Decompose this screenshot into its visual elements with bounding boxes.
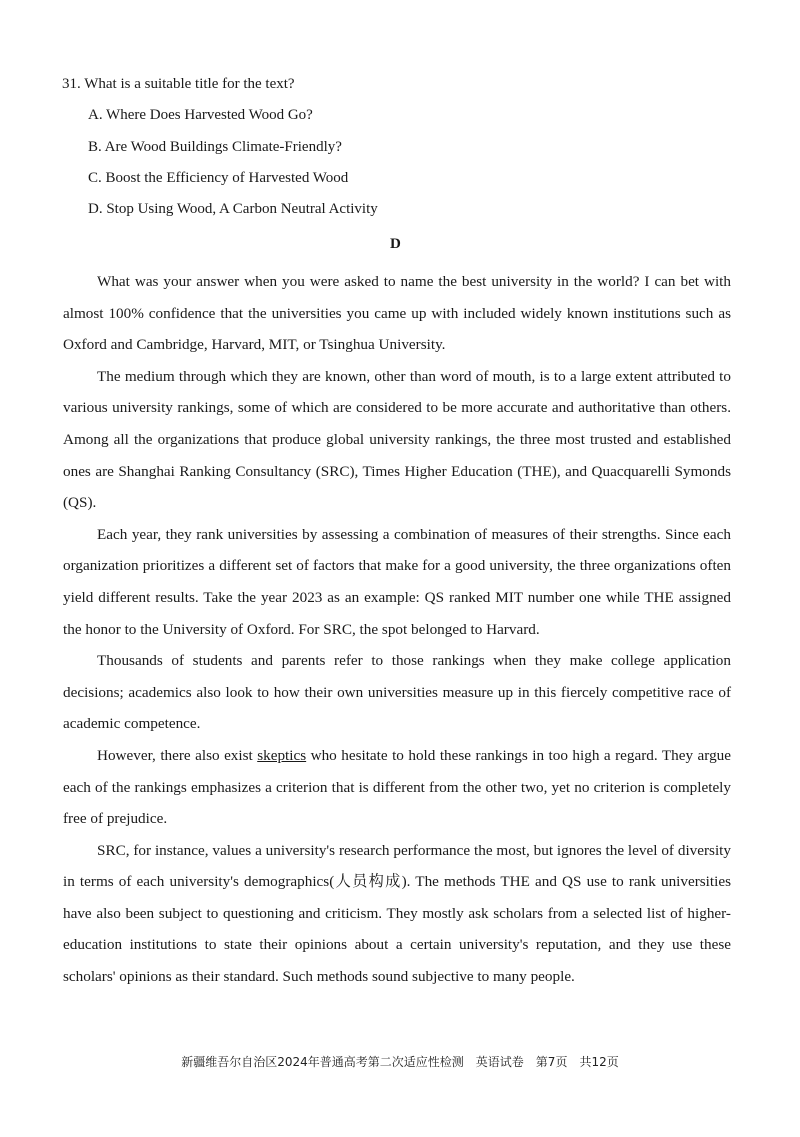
option-c: C. Boost the Efficiency of Harvested Wood — [88, 170, 349, 186]
paragraph-6: SRC, for instance, values a university's research performance the most, but ignores the level of diversity in terms of each university's demographics(人员构成). The methods THE and QS use to rank universities have also been subject to questioning and criticism. They mostly ask scholars from a selected list of higher-education institutions to state their opinions about a certain university's reputation, and they use these scholars' opinions as their standard. Such methods sound subjective to many people. — [63, 841, 731, 986]
reading-passage — [63, 266, 731, 993]
page-footer: 新疆维吾尔自治区2024年普通高考第二次适应性检测 英语试卷 第7页 共12页 — [181, 1055, 619, 1069]
paragraph-5-rest: who hesitate to hold these rankings in too high a regard. They argue each of the rankings emphasizes a criterion that is different from the other two, yet no criterion is completely free of prejudice. — [63, 746, 731, 828]
paragraph-3: Each year, they rank universities by assessing a combination of measures of their strengths. Since each organization prioritizes a different set of factors that make for a good university, the three organizations often yield different results. Take the year 2023 as an example: QS ranked MIT number one while THE assigned the honor to the University of Oxford. For SRC, the spot belonged to Harvard. — [63, 525, 731, 638]
paragraph-5-lead: However, there also exist — [97, 746, 258, 764]
underlined-word-skeptics: skeptics — [257, 746, 307, 764]
section-heading-d: D — [390, 236, 401, 252]
question-31-stem: 31. What is a suitable title for the text? — [62, 76, 295, 92]
paragraph-1: What was your answer when you were asked to name the best university in the world? I can bet with almost 100% confidence that the universities you came up with included widely known institutions such as Oxford and Cambridge, Harvard, MIT, or Tsinghua University. — [63, 273, 731, 354]
option-a: A. Where Does Harvested Wood Go? — [88, 107, 313, 123]
paragraph-5 — [63, 740, 731, 835]
option-d: D. Stop Using Wood, A Carbon Neutral Activity — [88, 201, 378, 217]
paragraph-4: Thousands of students and parents refer to those rankings when they make college application decisions; academics also look to how their own universities measure up in this fiercely competitive race of academic competence. — [63, 652, 731, 733]
option-b: B. Are Wood Buildings Climate-Friendly? — [88, 139, 342, 155]
paragraph-2: The medium through which they are known, other than word of mouth, is to a large extent attributed to various university rankings, some of which are considered to be more accurate and authoritative than others. Among all the organizations that produce global university rankings, the three most trusted and established ones are Shanghai Ranking Consultancy (SRC), Times Higher Education (THE), and Quacquarelli Symonds (QS). — [63, 367, 731, 512]
